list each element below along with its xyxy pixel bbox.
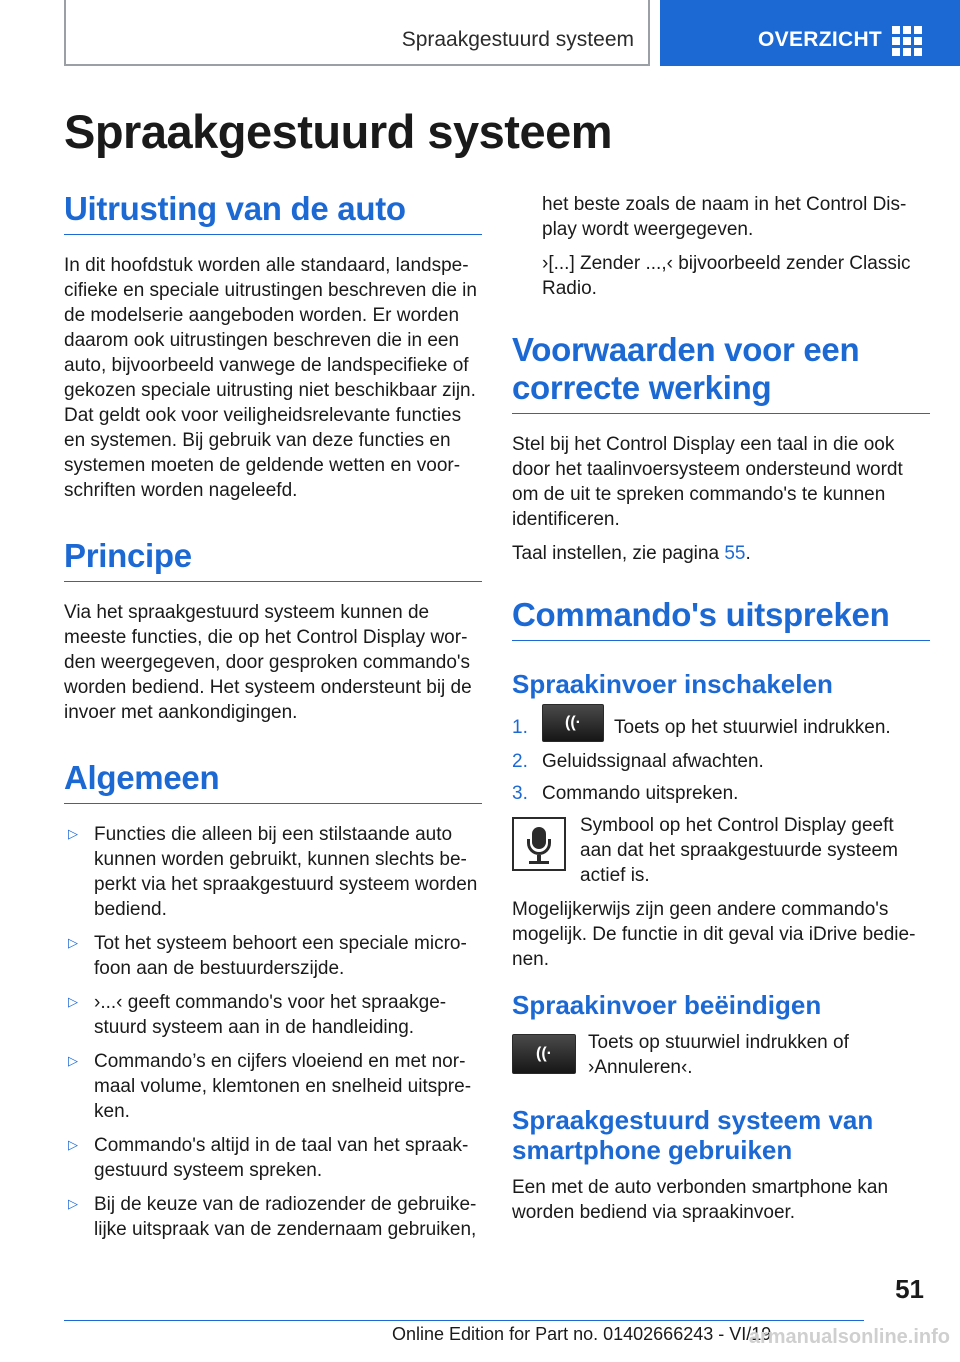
list-triangle-icon: ▷: [68, 1137, 78, 1152]
equipment-text: In dit hoofdstuk worden alle standaard, landspecifieke en speciale uitrustingen beschreven die in de modelserie aangeboden worden. Er worden daarom ook uitrustingen beschreven die in een auto, bijvoorbeeld vanwege de landspecifieke of gekozen speciale uitrusting niet beschikbaar zijn. Dat geldt ook voor veiligheidsrelevante functies en systemen. Bij gebruik van deze functies en systemen moeten de geldende wetten en voorschriften worden nageleefd.: [64, 255, 477, 501]
page-header: [0, 0, 960, 66]
list-triangle-icon: ▷: [68, 994, 78, 1009]
list-item: ▷ Tot het systeem behoort een speciale microfoon aan de bestuurderszijde.: [68, 933, 467, 979]
example-text: ›[...] Zender ...,‹ bijvoorbeeld zender Classic Radio.: [542, 253, 911, 299]
heading-smartphone: Spraakgestuurd systeem van smartphone gebruiken: [512, 1104, 874, 1165]
steering-wheel-voice-button-icon: ((·: [542, 704, 604, 742]
end-text: Toets op stuurwiel indrukken of ›Annuleren‹.: [588, 1031, 849, 1078]
page-footer: [0, 1260, 960, 1362]
list-item: ▷ Commando’s en cijfers vloeiend en met normaal volume, klemtonen en snelheid uitspreken.: [68, 1051, 472, 1122]
list-item: ▷ ›...‹ geeft commando's voor het spraakgestuurd systeem aan in de handleiding.: [68, 992, 447, 1038]
watermark: armanualsonline.info: [748, 1326, 950, 1348]
possibly-text: Mogelijkerwijs zijn geen andere commando's mogelijk. De functie in dit geval via iDrive bedienen.: [512, 898, 916, 970]
section-tab[interactable]: [64, 0, 650, 66]
activate-steps: [512, 709, 930, 806]
heading-equipment: Uitrusting van de auto: [64, 190, 482, 235]
smartphone-text: Een met de auto verbonden smartphone kan worden bediend via spraakinvoer.: [512, 1176, 889, 1223]
heading-general: Algemeen: [64, 759, 482, 804]
symbol-note-text: Symbool op het Control Display geeft aan dat het spraakgestuurde systeem actief is.: [580, 814, 898, 886]
step-item: 3. Commando uitspreken.: [512, 782, 739, 804]
step-item: 2. Geluidssignaal afwachten.: [512, 750, 764, 772]
heading-principle: Principe: [64, 537, 482, 582]
overview-button[interactable]: [660, 0, 960, 66]
end-note: [512, 1030, 930, 1089]
grid-menu-icon: [892, 26, 922, 56]
microphone-icon: [512, 817, 566, 871]
list-triangle-icon: ▷: [68, 1053, 78, 1068]
list-item: ▷ Bij de keuze van de radiozender de gebruikelijke uitspraak van de zendernaam gebruiken,: [68, 1194, 477, 1240]
left-column: [64, 190, 482, 1251]
general-list: [64, 822, 482, 1242]
steering-wheel-voice-button-icon: ((·: [512, 1034, 576, 1074]
symbol-note: [512, 813, 930, 897]
page-link[interactable]: 55: [724, 543, 746, 564]
list-triangle-icon: ▷: [68, 935, 78, 950]
list-triangle-icon: ▷: [68, 826, 78, 841]
page-title: Spraakgestuurd systeem: [64, 105, 613, 158]
heading-activate: Spraakinvoer inschakelen: [512, 669, 833, 699]
list-item: ▷ Commando's altijd in de taal van het spraakgestuurd systeem spreken.: [68, 1135, 469, 1181]
list-item: ▷ Functies die alleen bij een stilstaande auto kunnen worden gebruikt, kunnen slechts beperkt via het spraakgestuurd systeem worden bediend.: [68, 824, 478, 920]
section-title: Spraakgestuurd systeem: [401, 28, 634, 51]
edition-text: Online Edition for Part no. 01402666243 - VI/19: [392, 1324, 772, 1344]
heading-end: Spraakinvoer beëindigen: [512, 989, 822, 1020]
page-number: 51: [895, 1274, 924, 1304]
footer-divider: [64, 1320, 864, 1321]
language-reference: Taal instellen, zie pagina 55.: [512, 543, 751, 564]
heading-conditions: Voorwaarden voor een correcte werking: [512, 331, 930, 414]
conditions-text: Stel bij het Control Display een taal in die ook door het taalinvoersysteem ondersteund wordt om de uit te spreken commando's te kunnen identificeren.: [512, 434, 903, 530]
principle-text: Via het spraakgestuurd systeem kunnen de meeste functies, die op het Control Display worden weergegeven, door gesproken commando's worden bediend. Het systeem ondersteunt bij de invoer met aankondigingen.: [64, 602, 472, 723]
list-continuation: het beste zoals de naam in het Control Display wordt weergegeven.: [542, 194, 907, 240]
overview-label: OVERZICHT: [758, 28, 883, 51]
step-item: 1. ((· Toets op het stuurwiel indrukken.: [512, 709, 930, 742]
list-triangle-icon: ▷: [68, 1196, 78, 1211]
heading-commands: Commando's uitspreken: [512, 596, 930, 641]
right-column: [512, 192, 930, 1234]
